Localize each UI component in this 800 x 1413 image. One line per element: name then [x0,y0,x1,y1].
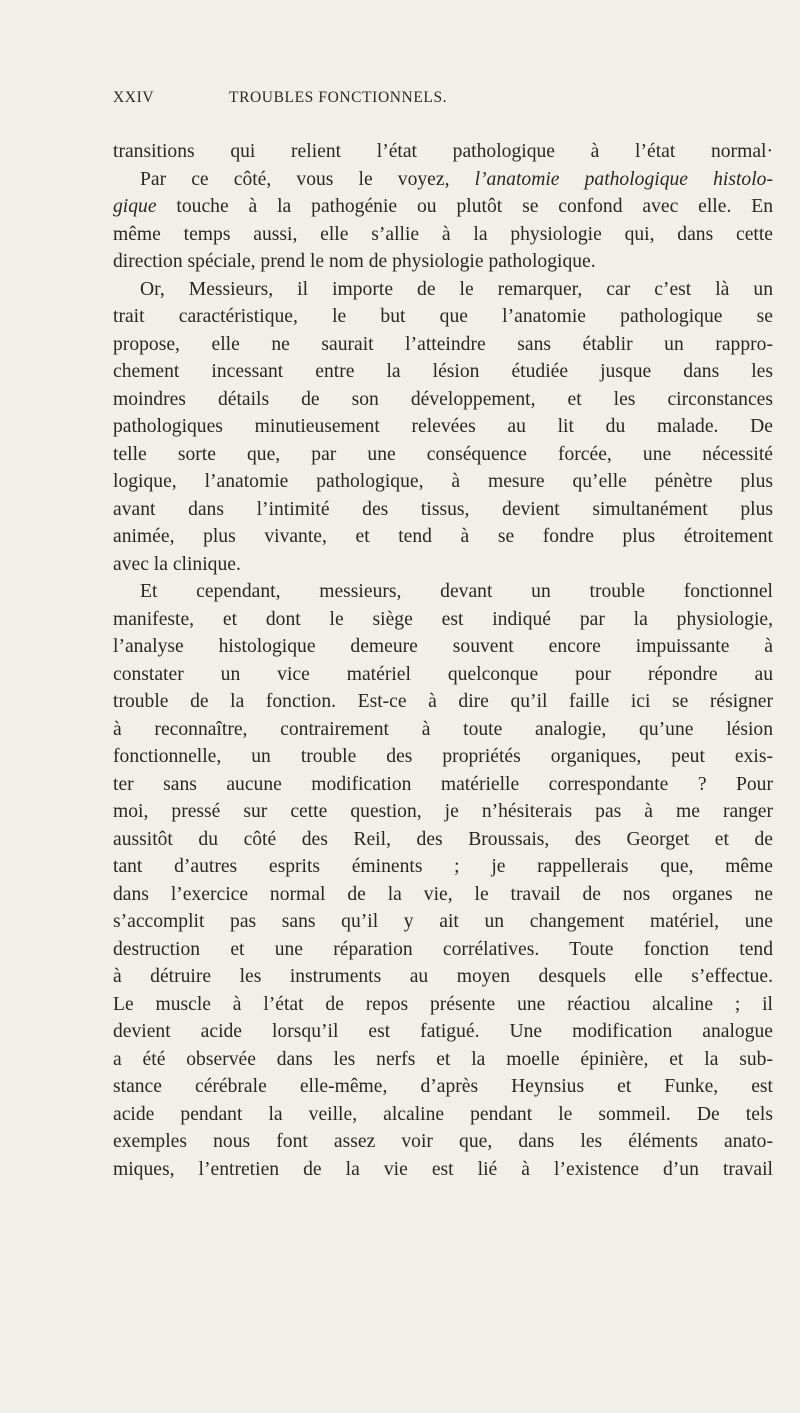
text-segment: constater un vice matériel quelconque pour répondre au [113,663,773,685]
text-segment: pathologiques minutieusement relevées au lit du malade. De [113,416,773,437]
text-line [113,523,773,551]
text-line [113,1046,773,1074]
text-line [113,248,773,276]
text-segment: animée, plus vivante, et tend à se fondre plus étroitement [113,526,773,547]
text-line [113,826,773,854]
text-segment: avant dans l’intimité des tissus, devient simultanément plus [113,498,773,520]
text-line [113,166,773,194]
text-segment: à reconnaître, contrairement à toute analogie, qu’une lésion [113,718,773,740]
text-line [113,386,773,414]
text-line [113,331,773,359]
text-segment: devient acide lorsqu’il est fatigué. Une modification analogue [113,1021,773,1042]
text-segment: tant d’autres esprits éminents ; je rappellerais que, même [113,856,773,877]
text-segment: Or, Messieurs, il importe de le remarquer, car c’est là un [140,278,773,300]
text-line [113,716,773,744]
text-line [113,468,773,496]
text-line [113,633,773,661]
text-segment: chement incessant entre la lésion étudiée jusque dans les [113,361,773,382]
text-line [113,193,773,221]
text-segment: moindres détails de son développement, et les circonstances [113,388,773,410]
text-segment: aussitôt du côté des Reil, des Broussais, des Georget et de [113,828,773,850]
text-line [113,936,773,964]
text-segment: s’accomplit pas sans qu’il y ait un changement matériel, une [113,911,773,932]
text-segment: stance cérébrale elle-même, d’après Heynsius et Funke, est [113,1076,773,1097]
text-line [113,688,773,716]
text-line [113,1156,773,1184]
italic-text: l’anatomie pathologique histolo- [474,168,773,190]
page-header [113,89,713,113]
text-segment: destruction et une réparation corrélatives. Toute fonction tend [113,938,773,960]
text-line [113,578,773,606]
text-segment: logique, l’anatomie pathologique, à mesure qu’elle pénètre plus [113,471,773,492]
text-segment: ter sans aucune modification matérielle correspondante ? Pour [113,773,773,795]
text-segment: telle sorte que, par une conséquence forcée, une nécessité [113,443,773,465]
text-segment: trait caractéristique, le but que l’anatomie pathologique se [113,306,773,327]
text-line [113,963,773,991]
text-segment: miques, l’entretien de la vie est lié à l’existence d’un travail [113,1158,773,1180]
text-line [113,991,773,1019]
page-number: XXIV [113,89,155,106]
text-line [113,661,773,689]
text-segment: propose, elle ne saurait l’atteindre sans établir un rappro- [113,333,773,355]
text-line [113,606,773,634]
italic-text: gique [113,196,157,217]
text-line [113,358,773,386]
text-segment: même temps aussi, elle s’allie à la physiologie qui, dans cette [113,223,773,245]
text-line [113,551,773,579]
text-line [113,743,773,771]
text-segment: acide pendant la veille, alcaline pendant le sommeil. De tels [113,1103,773,1125]
text-segment: l’analyse histologique demeure souvent encore impuissante à [113,636,773,657]
text-line [113,798,773,826]
text-segment: Par ce côté, vous le voyez, [140,168,475,190]
text-line [113,1101,773,1129]
text-segment: dans l’exercice normal de la vie, le travail de nos organes ne [113,883,773,905]
text-line [113,413,773,441]
text-segment: a été observée dans les nerfs et la moelle épinière, et la sub- [113,1048,773,1070]
text-line [113,1018,773,1046]
text-line [113,771,773,799]
text-line [113,1128,773,1156]
text-segment: manifeste, et dont le siège est indiqué par la physiologie, [113,608,773,630]
text-line [113,276,773,304]
text-line [113,1073,773,1101]
text-segment: fonctionnelle, un trouble des propriétés organiques, peut exis- [113,746,773,767]
text-segment: Et cependant, messieurs, devant un trouble fonctionnel [140,581,773,602]
text-line [113,908,773,936]
running-title: TROUBLES FONCTIONNELS. [229,89,448,106]
text-segment: touche à la pathogénie ou plutôt se confond avec elle. En [156,196,773,217]
text-line [113,496,773,524]
text-segment: direction spéciale, prend le nom de physiologie pathologique. [113,251,596,272]
text-segment: Le muscle à l’état de repos présente une réactiou alcaline ; il [113,993,773,1015]
text-line [113,138,773,166]
text-segment: exemples nous font assez voir que, dans les éléments anato- [113,1131,773,1152]
text-segment: trouble de la fonction. Est-ce à dire qu’il faille ici se résigner [113,691,773,712]
text-segment: transitions qui relient l’état pathologique à l’état normal· [113,141,773,162]
text-line [113,881,773,909]
text-line [113,303,773,331]
text-segment: à détruire les instruments au moyen desquels elle s’effectue. [113,966,773,987]
body-text [113,138,773,1183]
text-line [113,441,773,469]
text-line [113,853,773,881]
text-segment: avec la clinique. [113,553,241,575]
text-line [113,221,773,249]
text-segment: moi, pressé sur cette question, je n’hésiterais pas à me ranger [113,801,773,822]
